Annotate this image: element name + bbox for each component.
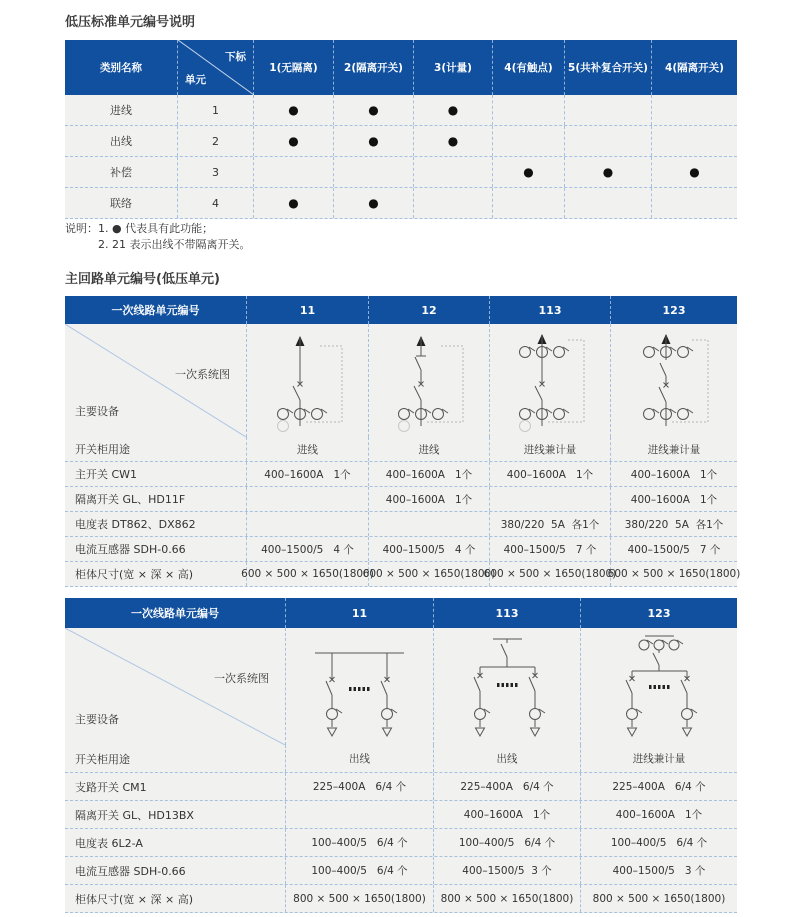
diagram-label-cell	[65, 628, 285, 745]
one-line-diagram-icon	[287, 631, 432, 743]
value-cell: 400–1600A 1个	[246, 462, 368, 486]
mark-cell	[492, 95, 564, 125]
value-cell: 400–1500/5 4 个	[368, 537, 489, 561]
table-row-main-switch	[65, 462, 737, 487]
diag-label-subscript: 下标	[225, 51, 246, 63]
mark-cell	[651, 188, 737, 218]
mark-cell	[413, 157, 492, 187]
one-line-diagram-icon	[369, 326, 489, 436]
row-label: 电流互感器 SDH-0.66	[75, 864, 186, 878]
value-cell	[246, 487, 368, 511]
unit-code-12: 12	[368, 296, 489, 324]
mark-cell	[492, 126, 564, 156]
mark-cell: ●	[413, 126, 492, 156]
value-cell: 600 × 500 × 1650(1800)	[368, 562, 489, 586]
value-cell: 225–400A 6/4 个	[285, 773, 433, 800]
value-cell: 进线兼计量	[610, 437, 737, 461]
value-cell: 800 × 500 × 1650(1800)	[433, 885, 580, 912]
header-line-unit-code: 一次线路单元编号	[111, 304, 200, 317]
circuit-diagram-12	[368, 324, 489, 437]
value-cell: 进线	[246, 437, 368, 461]
value-cell	[246, 512, 368, 536]
one-line-diagram-icon	[614, 326, 734, 436]
header-col-contact: 4(有触点)	[492, 40, 564, 95]
header-col-metering: 3(计量)	[413, 40, 492, 95]
value-cell	[285, 801, 433, 828]
label-one-line-diagram: 一次系统图	[214, 672, 269, 685]
value-cell: 600 × 500 × 1650(1800)	[610, 562, 737, 586]
incoming-units-table	[65, 296, 741, 587]
unit-code-113: 113	[433, 598, 580, 628]
circuit-diagram-113	[433, 628, 580, 745]
row-name: 联络	[110, 197, 132, 210]
value-cell: 出线	[285, 745, 433, 772]
value-cell: 600 × 500 × 1650(1800)	[246, 562, 368, 586]
row-label: 电度表 DT862、DX862	[75, 518, 196, 531]
circuit-diagram-11	[246, 324, 368, 437]
value-cell: 800 × 500 × 1650(1800)	[285, 885, 433, 912]
mark-cell	[651, 126, 737, 156]
row-number: 1	[177, 95, 253, 125]
value-cell: 800 × 500 × 1650(1800)	[580, 885, 737, 912]
value-cell: 100–400/5 6/4 个	[580, 829, 737, 856]
header-col-no-isolation: 1(无隔离)	[253, 40, 333, 95]
one-line-diagram-icon	[248, 326, 368, 436]
one-line-diagram-icon	[490, 326, 610, 436]
row-label: 隔离开关 GL、HD11F	[75, 493, 186, 506]
value-cell: 400–1500/5 4 个	[246, 537, 368, 561]
notes	[65, 221, 251, 253]
row-label: 隔离开关 GL、HD13BX	[75, 808, 194, 822]
circuit-diagram-11	[285, 628, 433, 745]
header-col-compound-switch: 5(共补复合开关)	[564, 40, 651, 95]
mark-cell	[492, 188, 564, 218]
label-one-line-diagram: 一次系统图	[175, 368, 230, 381]
value-cell: 400–1500/5 3 个	[433, 857, 580, 884]
diagram-row	[65, 628, 737, 745]
mark-cell: ●	[333, 188, 413, 218]
section-title-main-circuit: 主回路单元编号(低压单元)	[65, 272, 220, 287]
header-unit-subscript	[177, 40, 253, 95]
mark-cell: ●	[492, 157, 564, 187]
row-label: 主开关 CW1	[75, 468, 138, 481]
mark-cell: ●	[333, 126, 413, 156]
mark-cell	[564, 188, 651, 218]
row-label: 开关柜用途	[75, 752, 130, 766]
value-cell: 进线兼计量	[580, 745, 737, 772]
header-line-unit-code: 一次线路单元编号	[131, 607, 219, 620]
row-label: 电度表 6L2-A	[75, 836, 143, 850]
value-cell: 380/220 5A 各1个	[489, 512, 610, 536]
value-cell	[368, 512, 489, 536]
row-label: 柜体尺寸(宽 × 深 × 高)	[75, 568, 194, 581]
mark-cell: ●	[253, 95, 333, 125]
mark-cell	[413, 188, 492, 218]
mark-cell: ●	[253, 188, 333, 218]
table-row-usage	[65, 745, 737, 773]
section-title-unit-numbering: 低压标准单元编号说明	[65, 15, 196, 30]
note-line-2: 2. 21 表示出线不带隔离开关。	[98, 238, 251, 251]
notes-label: 说明：	[65, 222, 98, 235]
mark-cell: ●	[333, 95, 413, 125]
row-label: 柜体尺寸(宽 × 深 × 高)	[75, 892, 194, 906]
table-row-cabinet-size	[65, 885, 737, 913]
table-row-incoming	[65, 95, 737, 126]
value-cell: 400–1600A 1个	[368, 462, 489, 486]
header-category-name: 类别名称	[100, 62, 142, 74]
unit-numbering-table	[65, 40, 737, 219]
unit-code-123: 123	[610, 296, 737, 324]
mark-cell	[333, 157, 413, 187]
row-name: 进线	[110, 104, 132, 117]
mark-cell: ●	[651, 157, 737, 187]
value-cell: 400–1600A 1个	[489, 462, 610, 486]
row-number: 2	[177, 126, 253, 156]
table-row-current-transformer	[65, 537, 737, 562]
label-main-equipment: 主要设备	[75, 713, 119, 726]
table-row-compensation	[65, 157, 737, 188]
value-cell: 600 × 500 × 1650(1800)	[489, 562, 610, 586]
table-row-energy-meter	[65, 829, 737, 857]
value-cell: 出线	[433, 745, 580, 772]
value-cell: 225–400A 6/4 个	[580, 773, 737, 800]
mark-cell	[651, 95, 737, 125]
mark-cell	[564, 126, 651, 156]
header-col-isolating-switch-2: 4(隔离开关)	[651, 40, 737, 95]
value-cell: 380/220 5A 各1个	[610, 512, 737, 536]
value-cell: 100–400/5 6/4 个	[433, 829, 580, 856]
value-cell: 400–1600A 1个	[433, 801, 580, 828]
table-row-outgoing	[65, 126, 737, 157]
value-cell: 400–1500/5 7 个	[610, 537, 737, 561]
outgoing-units-header	[65, 598, 737, 628]
diag-label-unit: 单元	[185, 74, 206, 86]
label-main-equipment: 主要设备	[75, 405, 119, 418]
value-cell: 400–1500/5 7 个	[489, 537, 610, 561]
one-line-diagram-icon	[587, 631, 732, 743]
diagonal-line	[65, 628, 285, 745]
mark-cell: ●	[413, 95, 492, 125]
table-row-usage	[65, 437, 737, 462]
outgoing-units-table	[65, 598, 737, 913]
table-row-energy-meter	[65, 512, 737, 537]
value-cell: 400–1600A 1个	[368, 487, 489, 511]
value-cell: 400–1500/5 3 个	[580, 857, 737, 884]
row-number: 4	[177, 188, 253, 218]
mark-cell: ●	[564, 157, 651, 187]
value-cell: 400–1600A 1个	[610, 462, 737, 486]
note-line-1: 1. ● 代表具有此功能；	[98, 222, 214, 235]
one-line-diagram-icon	[435, 631, 580, 743]
table-row-current-transformer	[65, 857, 737, 885]
table-row-branch-switch	[65, 773, 737, 801]
table-row-cabinet-size	[65, 562, 741, 587]
unit-code-113: 113	[489, 296, 610, 324]
circuit-diagram-113	[489, 324, 610, 437]
diagram-row	[65, 324, 737, 437]
circuit-diagram-123	[610, 324, 737, 437]
unit-code-11: 11	[285, 598, 433, 628]
row-label: 支路开关 CM1	[75, 780, 147, 794]
table-row-isolating-switch	[65, 801, 737, 829]
circuit-diagram-123	[580, 628, 737, 745]
unit-code-123: 123	[580, 598, 737, 628]
value-cell: 进线	[368, 437, 489, 461]
row-number: 3	[177, 157, 253, 187]
value-cell: 400–1600A 1个	[580, 801, 737, 828]
header-col-isolating-switch: 2(隔离开关)	[333, 40, 413, 95]
value-cell: 225–400A 6/4 个	[433, 773, 580, 800]
mark-cell	[564, 95, 651, 125]
value-cell: 100–400/5 6/4 个	[285, 829, 433, 856]
unit-code-11: 11	[246, 296, 368, 324]
value-cell	[489, 487, 610, 511]
row-label: 电流互感器 SDH-0.66	[75, 543, 186, 556]
table-row-isolating-switch	[65, 487, 737, 512]
row-label: 开关柜用途	[75, 443, 130, 456]
mark-cell	[253, 157, 333, 187]
incoming-units-header	[65, 296, 737, 324]
value-cell: 100–400/5 6/4 个	[285, 857, 433, 884]
row-name: 出线	[110, 135, 132, 148]
value-cell: 400–1600A 1个	[610, 487, 737, 511]
row-name: 补偿	[110, 166, 132, 179]
value-cell: 进线兼计量	[489, 437, 610, 461]
table-row-tie	[65, 188, 737, 219]
unit-numbering-table-header	[65, 40, 737, 95]
diagram-label-cell	[65, 324, 246, 437]
mark-cell: ●	[253, 126, 333, 156]
